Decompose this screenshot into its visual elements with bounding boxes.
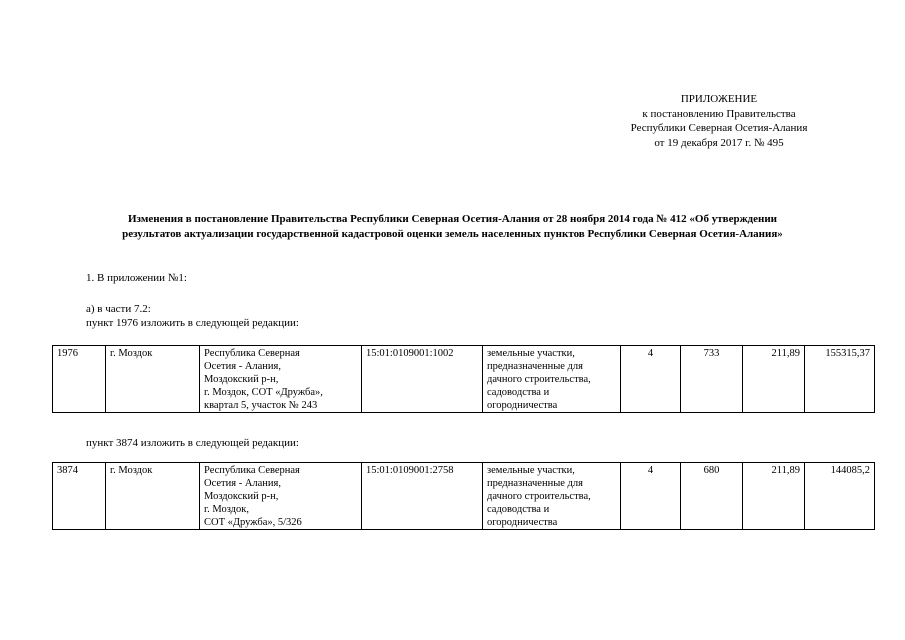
purpose-line: огородничества — [487, 400, 558, 411]
cell-city: г. Моздок — [106, 463, 200, 530]
table-row — [53, 346, 875, 413]
appendix-line-2: Республики Северная Осетия-Алания — [630, 122, 808, 134]
address-line: квартал 5, участок № 243 — [204, 400, 318, 411]
document-title-line-2: результатов актуализации государственной кадастровой оценки земель населенных пунктов Республики Северная Осетия-Алания» — [122, 228, 783, 240]
address-line: г. Моздок, СОТ «Дружба», — [204, 387, 323, 398]
purpose-line: дачного строительства, — [487, 374, 591, 385]
cell-rate: 211,89 — [743, 346, 805, 413]
record-table-1976 — [52, 345, 875, 413]
intro-row-1976: пункт 1976 изложить в следующей редакции: — [86, 317, 299, 329]
address-line: г. Моздок, — [204, 504, 249, 515]
record-table-3874 — [52, 462, 875, 530]
document-title-line-1: Изменения в постановление Правительства Республики Северная Осетия-Алания от 28 ноября 2014 года № 412 «Об утверждении — [128, 213, 777, 225]
document-title — [30, 212, 875, 242]
purpose-line: земельные участки, — [487, 348, 575, 359]
cell-group: 4 — [621, 346, 681, 413]
appendix-header — [596, 92, 842, 150]
appendix-line-1: к постановлению Правительства — [642, 107, 796, 120]
address-line: Моздокский р-н, — [204, 491, 279, 502]
cell-cadastral-number: 15:01:0109001:2758 — [362, 463, 483, 530]
cell-purpose — [483, 346, 621, 413]
item-1: 1. В приложении №1: — [86, 272, 187, 284]
table-row — [53, 463, 875, 530]
cell-address — [200, 463, 362, 530]
address-line: Осетия - Алания, — [204, 478, 281, 489]
address-line: Моздокский р-н, — [204, 374, 279, 385]
cell-rate: 211,89 — [743, 463, 805, 530]
purpose-line: садоводства и — [487, 387, 550, 398]
cell-area: 680 — [681, 463, 743, 530]
address-line: СОТ «Дружба», 5/326 — [204, 517, 302, 528]
cell-number: 3874 — [53, 463, 106, 530]
appendix-line-3: от 19 декабря 2017 г. № 495 — [654, 136, 784, 149]
cell-cadastral-number: 15:01:0109001:1002 — [362, 346, 483, 413]
cell-city: г. Моздок — [106, 346, 200, 413]
purpose-line: предназначенные для — [487, 478, 583, 489]
cell-address — [200, 346, 362, 413]
cell-purpose — [483, 463, 621, 530]
address-line: Осетия - Алания, — [204, 361, 281, 372]
purpose-line: огородничества — [487, 517, 558, 528]
cell-value: 144085,2 — [805, 463, 875, 530]
cell-group: 4 — [621, 463, 681, 530]
intro-row-3874: пункт 3874 изложить в следующей редакции: — [86, 437, 299, 449]
sub-item-a: а) в части 7.2: — [86, 303, 151, 315]
purpose-line: садоводства и — [487, 504, 550, 515]
cell-area: 733 — [681, 346, 743, 413]
address-line: Республика Северная — [204, 348, 300, 359]
appendix-title: ПРИЛОЖЕНИЕ — [680, 93, 758, 105]
cell-value: 155315,37 — [805, 346, 875, 413]
cell-number: 1976 — [53, 346, 106, 413]
purpose-line: земельные участки, — [487, 465, 575, 476]
purpose-line: предназначенные для — [487, 361, 583, 372]
purpose-line: дачного строительства, — [487, 491, 591, 502]
address-line: Республика Северная — [204, 465, 300, 476]
